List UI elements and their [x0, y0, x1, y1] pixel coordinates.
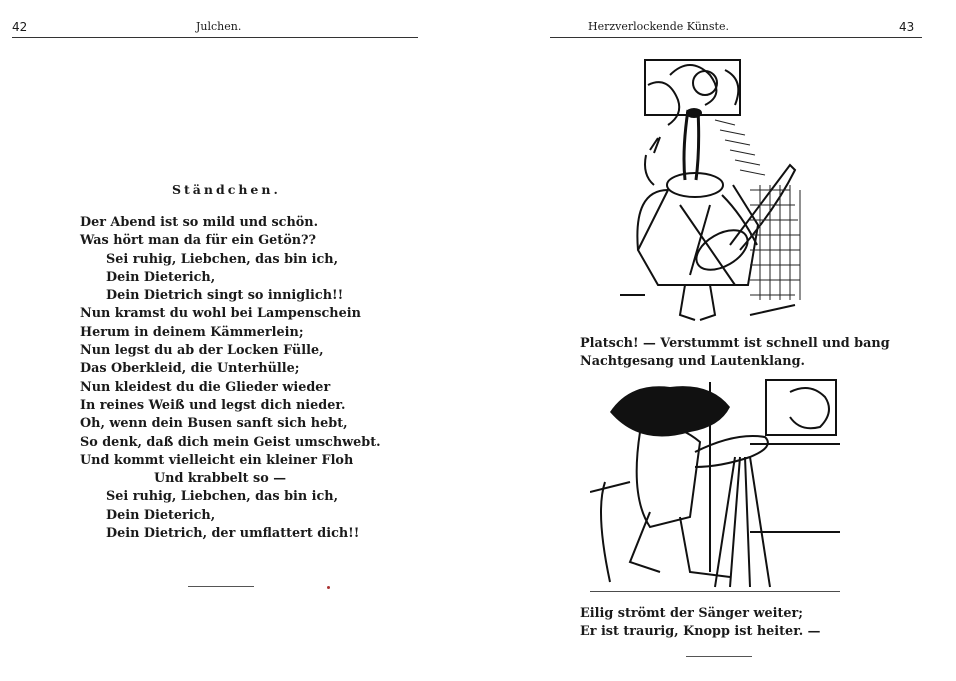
poem-line: Der Abend ist so mild und schön. — [80, 215, 319, 230]
poem-title: Ständchen. — [172, 182, 281, 197]
poem-line: Und krabbelt so — — [154, 471, 287, 487]
poem-line: Sei ruhig, Liebchen, das bin ich, — [106, 251, 339, 267]
header-rule — [550, 37, 922, 38]
poem-line: Dein Dietrich singt so inniglich!! — [106, 288, 344, 304]
page-number: 42 — [12, 20, 28, 34]
poem-verse — [80, 214, 381, 543]
print-speck — [327, 586, 330, 589]
caption-2 — [580, 605, 820, 641]
header-rule — [12, 37, 418, 38]
page-number: 43 — [899, 20, 915, 34]
caption-line: Nachtgesang und Lautenklang. — [580, 354, 805, 369]
caption-line: Platsch! — Verstummt ist schnell und bang — [580, 336, 890, 351]
running-head: Julchen. — [196, 20, 242, 33]
poem-line: Dein Dietrich, der umflattert dich!! — [106, 526, 360, 542]
singer-fleeing-illustration — [590, 372, 850, 592]
poem-line: Was hört man da für ein Getön?? — [80, 233, 317, 249]
end-rule — [188, 586, 254, 587]
running-head: Herzverlockende Künste. — [588, 20, 729, 33]
caption-line: Eilig strömt der Sänger weiter; — [580, 606, 803, 621]
serenader-splashed-illustration — [610, 55, 810, 330]
caption-1 — [580, 335, 890, 371]
poem-line: Nun kleidest du die Glieder wieder — [80, 379, 331, 395]
poem-line: In reines Weiß und legst dich nieder. — [80, 397, 346, 413]
poem-line: Dein Dieterich, — [106, 507, 216, 523]
poem-line: So denk, daß dich mein Geist umschwebt. — [80, 434, 381, 450]
poem-line: Und kommt vielleicht ein kleiner Floh — [80, 452, 354, 468]
caption-line: Er ist traurig, Knopp ist heiter. — — [580, 624, 821, 639]
end-rule — [686, 656, 752, 657]
poem-line: Herum in deinem Kämmerlein; — [80, 324, 304, 340]
poem-line: Nun legst du ab der Locken Fülle, — [80, 343, 324, 359]
poem-line: Nun kramst du wohl bei Lampenschein — [80, 306, 361, 322]
poem-line: Dein Dieterich, — [106, 269, 216, 285]
poem-line: Das Oberkleid, die Unterhülle; — [80, 361, 300, 377]
poem-line: Sei ruhig, Liebchen, das bin ich, — [106, 489, 339, 505]
poem-line: Oh, wenn dein Busen sanft sich hebt, — [80, 416, 348, 432]
